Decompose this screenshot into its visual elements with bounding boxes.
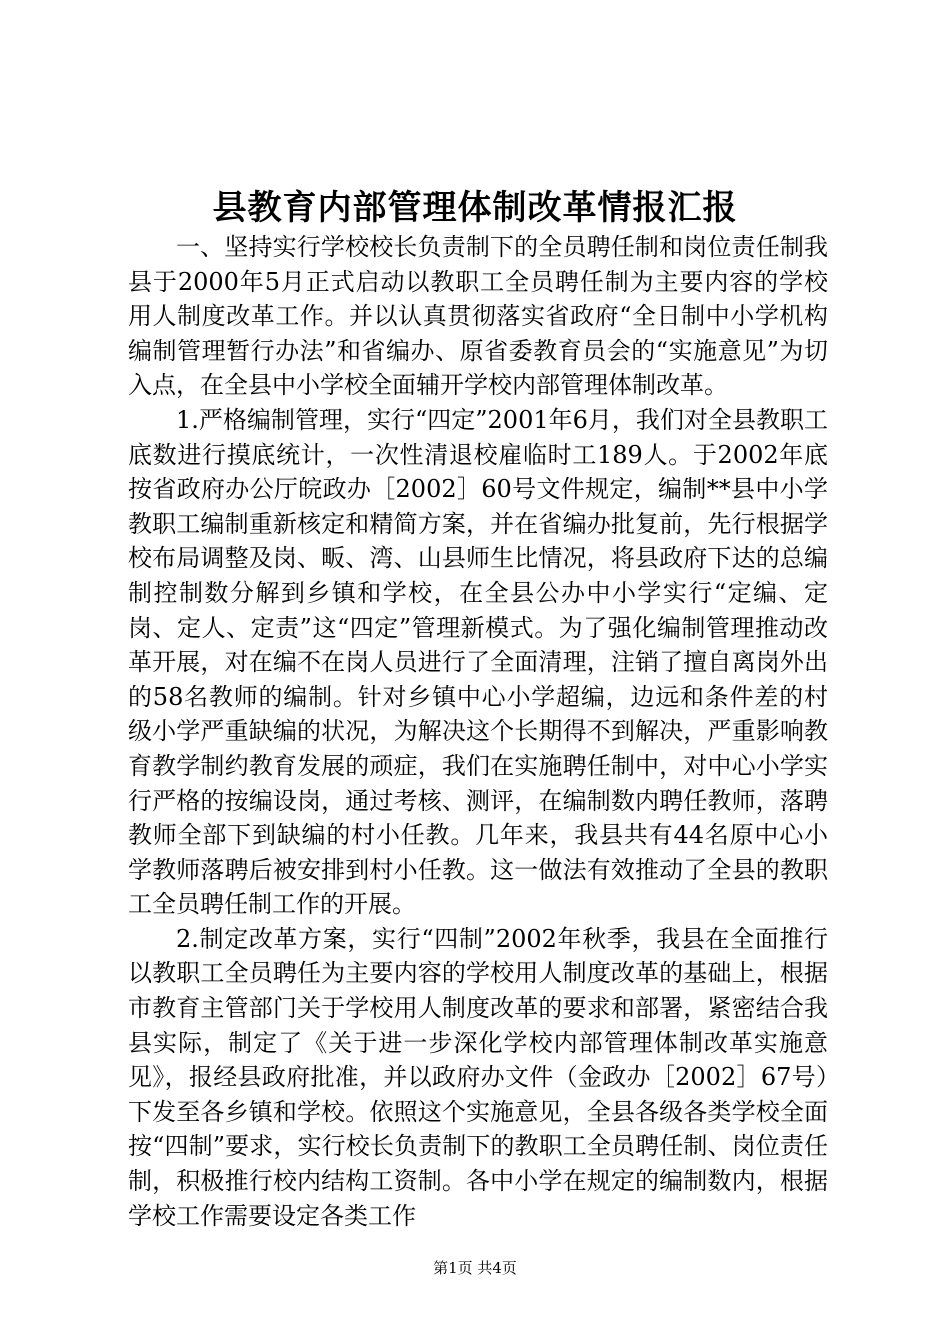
page-number-footer: 第1页 共4页 — [433, 1259, 517, 1277]
paragraph-3: 2.制定改革方案，实行“四制”2002年秋季，我县在全面推行以教职工全员聘任为主要内容的学校用人制度改革的基础上，根据市教育主管部门关于学校用人制度改革的要求和部署，紧密结合我县实际，制定了《关于进一步深化学校内部管理体制改革实施意见》，报经县政府批准，并以政府办文件（金政办［2002］67号）下发至各乡镇和学校。依照这个实施意见，全县各级各类学校全面按“四制”要求，实行校长负责制下的教职工全员聘任制、岗位责任制，积极推行校内结构工资制。各中小学在规定的编制数内，根据学校工作需要设定各类工作 — [128, 924, 828, 1230]
paragraph-1: 一、坚持实行学校校长负责制下的全员聘任制和岗位责任制我县于2000年5月正式启动以教职工全员聘任制为主要内容的学校用人制度改革工作。并以认真贯彻落实省政府“全日制中小学机构编制管理暂行办法”和省编办、原省委教育员会的“实施意见”为切入点，在全县中小学校全面辅开学校内部管理体制改革。 — [128, 233, 828, 400]
document-title: 县教育内部管理体制改革情报汇报 — [212, 188, 738, 228]
document-body — [128, 230, 828, 1233]
paragraph-2: 1.严格编制管理，实行“四定”2001年6月，我们对全县教职工底数进行摸底统计，一次性清退校雇临时工189人。于2002年底按省政府办公厅皖政办［2002］60号文件规定，编制**县中小学教职工编制重新核定和精简方案，并在省编办批复前，先行根据学校布局调整及岗、畈、湾、山县师生比情况，将县政府下达的总编制控制数分解到乡镇和学校，在全县公办中小学实行“定编、定岗、定人、定责”这“四定”管理新模式。为了强化编制管理推动改革开展，对在编不在岗人员进行了全面清理，注销了擅自离岗外出的58名教师的编制。针对乡镇中心小学超编，边远和条件差的村级小学严重缺编的状况，为解决这个长期得不到解决，严重影响教育教学制约教育发展的顽症，我们在实施聘任制中，对中心小学实行严格的按编设岗，通过考核、测评，在编制数内聘任教师，落聘教师全部下到缺编的村小任教。几年来，我县共有44名原中心小学教师落聘后被安排到村小任教。这一做法有效推动了全县的教职工全员聘任制工作的开展。 — [128, 405, 828, 919]
